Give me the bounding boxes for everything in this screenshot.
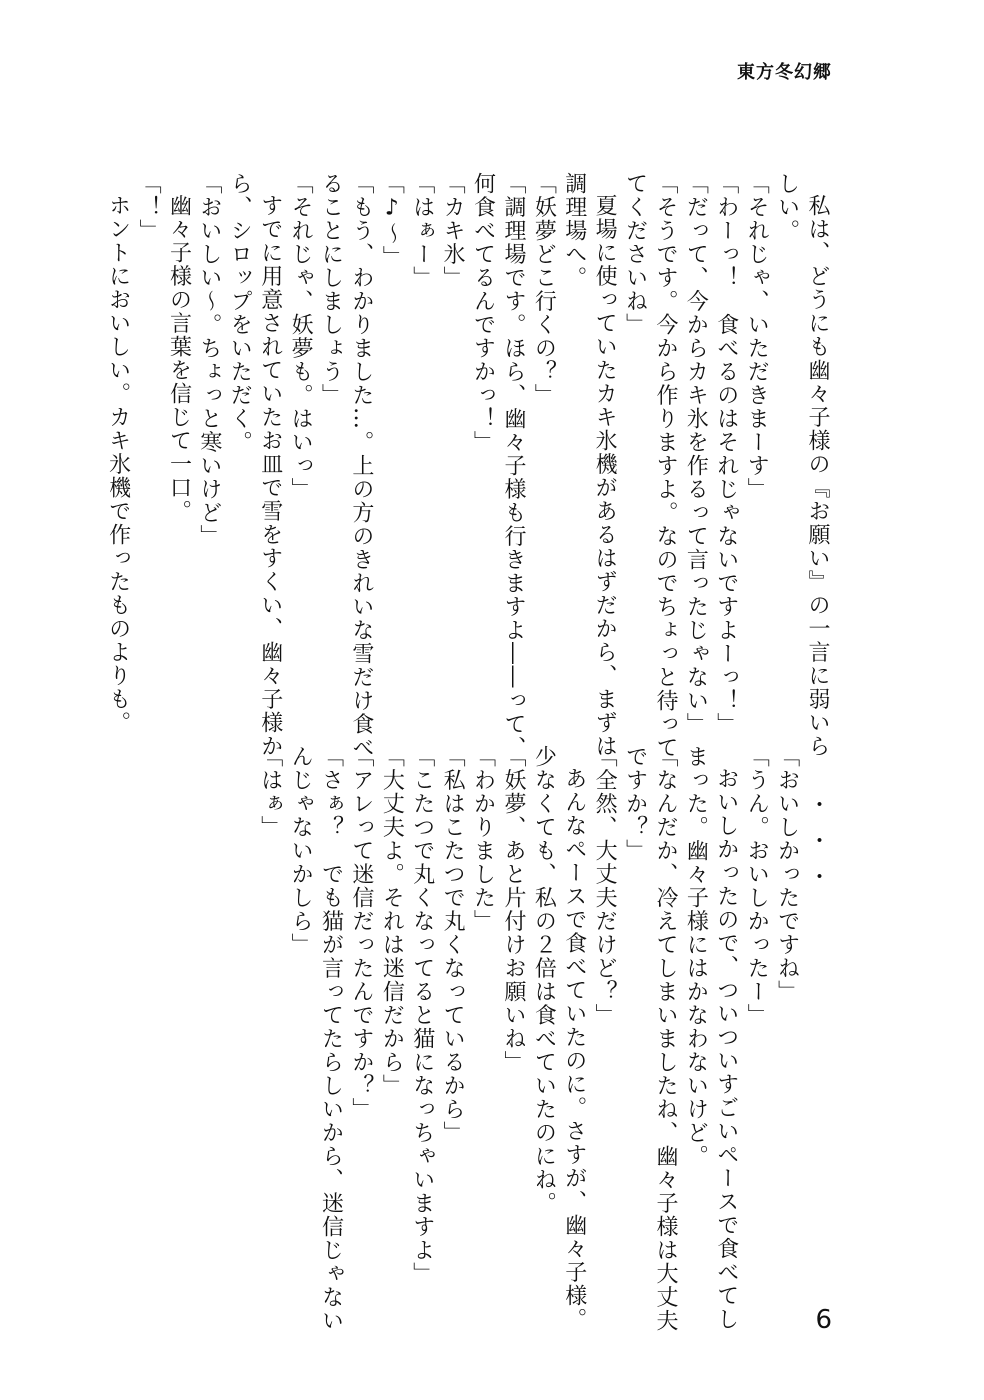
text-line: 何食べてるんですかっ！」 bbox=[470, 172, 496, 454]
text-line: しい。 bbox=[774, 172, 800, 243]
text-line: 「妖夢、あと片付けお願いね」 bbox=[500, 745, 526, 1074]
text-line: 私は、どうにも幽々子様の『お願い』の一言に弱いら bbox=[805, 194, 830, 758]
text-line: 「私はこたつで丸くなっているから」 bbox=[440, 745, 466, 1145]
text-line: ですか？」 bbox=[622, 745, 648, 863]
text-line: ら、シロップをいただく。 bbox=[227, 172, 253, 454]
lower-text-block bbox=[254, 745, 832, 1333]
text-line: まった。幽々子様にはかなわないけど。 bbox=[683, 745, 709, 1168]
text-line: 「わーっ！ 食べるのはそれじゃないですよーっ！」 bbox=[713, 172, 739, 736]
text-line: 「♪～」 bbox=[379, 172, 405, 269]
text-line: 「はぁー」 bbox=[409, 172, 435, 290]
scene-break-dots: ・・・ bbox=[805, 793, 830, 902]
text-line: 「全然、大丈夫だけど？」 bbox=[592, 745, 618, 1027]
text-line: ホントにおいしい。カキ氷機で作ったものよりも。 bbox=[105, 194, 131, 735]
text-line: 「はぁ」 bbox=[257, 745, 283, 839]
upper-text-block bbox=[102, 172, 832, 760]
text-line: 夏場に使っていたカキ氷機があるはずだから、まずは bbox=[592, 194, 618, 758]
text-line: 「うん。おいしかったー」 bbox=[744, 745, 770, 1027]
text-line: んじゃないかしら」 bbox=[288, 745, 314, 957]
text-line: 少なくても、私の２倍は食べていたのにね。 bbox=[531, 745, 557, 1215]
text-line: 「大丈夫よ。それは迷信だから」 bbox=[379, 745, 405, 1098]
text-line: 「調理場です。ほら、幽々子様も行きますよ――って、 bbox=[500, 172, 526, 760]
text-line: ることにしましょう」 bbox=[318, 172, 344, 407]
page-number: 6 bbox=[815, 1305, 832, 1335]
text-line: てくださいね」 bbox=[622, 172, 648, 337]
text-line: 「そうです。今から作りますよ。なのでちょっと待って bbox=[652, 172, 678, 760]
text-line: あんなペースで食べていたのに。さすが、幽々子様。 bbox=[561, 767, 587, 1331]
text-line: 「もう、わかりました…。上の方のきれいな雪だけ食べ bbox=[348, 172, 374, 760]
text-line: 「こたつで丸くなってると猫になっちゃいますよ」 bbox=[409, 745, 435, 1286]
text-line: 「なんだか、冷えてしまいましたね、幽々子様は大丈夫 bbox=[652, 745, 678, 1333]
text-line: 「妖夢どこ行くの？」 bbox=[531, 172, 557, 407]
text-line: 「わかりました」 bbox=[470, 745, 496, 933]
book-title: 東方冬幻郷 bbox=[737, 62, 832, 83]
text-line: 「それじゃ、妖夢も。はいっ」 bbox=[288, 172, 314, 501]
text-line: 「おいしい～。ちょっと寒いけど」 bbox=[196, 172, 222, 548]
text-line: 「！」 bbox=[136, 172, 162, 243]
text-line: 幽々子様の言葉を信じて一口。 bbox=[166, 194, 192, 523]
text-line: 「おいしかったですね」 bbox=[774, 745, 800, 1004]
text-line: 「それじゃ、いただきまーす」 bbox=[744, 172, 770, 501]
text-line: すでに用意されていたお皿で雪をすくい、幽々子様か bbox=[257, 194, 283, 758]
text-line: 「さぁ？ でも猫が言ってたらしいから、迷信じゃない bbox=[318, 745, 344, 1333]
text-line: 「カキ氷」 bbox=[440, 172, 466, 290]
text-line: 調理場へ。 bbox=[561, 172, 587, 290]
text-line: 「だって、今からカキ氷を作るって言ったじゃない」 bbox=[683, 172, 709, 736]
text-line: 「アレって迷信だったんですか？」 bbox=[348, 745, 374, 1121]
text-line: おいしかったので、ついついすごいペースで食べてし bbox=[713, 767, 739, 1331]
